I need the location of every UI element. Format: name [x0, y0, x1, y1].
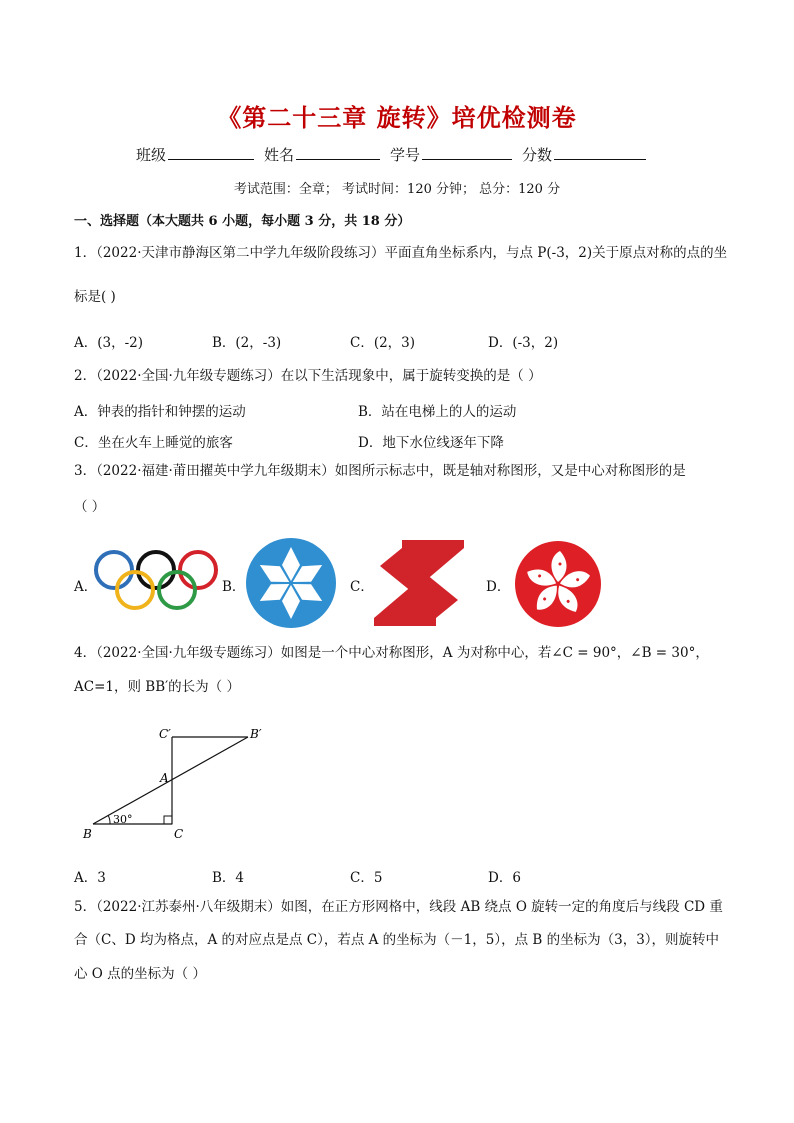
q4-option-d[interactable]: D．6: [488, 870, 521, 886]
q3-option-c-label[interactable]: C．: [350, 579, 374, 595]
q3-option-b-label[interactable]: B．: [222, 579, 246, 595]
q4-line2: AC=1，则 BB′的长为（ ）: [74, 679, 240, 695]
right-angle-mark: [164, 816, 172, 824]
name-label: 姓名: [264, 146, 295, 164]
point-label-bprime: B′: [250, 727, 262, 741]
q2-option-b[interactable]: B．站在电梯上的人的运动: [358, 404, 517, 420]
q2-options-row1: [74, 400, 516, 420]
q3-line1: 3．（2022·福建·莆田擢英中学九年级期末）如图所示标志中，既是轴对称图形，又是中心对称图形的是: [74, 463, 686, 479]
q3-option-a-label[interactable]: A．: [74, 579, 98, 595]
number-label: 学号: [390, 146, 421, 164]
angle-label: 30°: [113, 813, 133, 826]
q1-line2: 标是( ): [74, 289, 116, 305]
q4-options: [74, 866, 521, 886]
q4-option-a[interactable]: A．3: [74, 870, 106, 886]
q1-option-b[interactable]: B．(2，-3): [212, 335, 282, 351]
olympic-rings-icon[interactable]: [92, 548, 220, 614]
q1-line1: 1．（2022·天津市静海区第二中学九年级阶段练习）平面直角坐标系内，与点 P(-3，2)关于原点对称的点的坐: [74, 245, 728, 261]
point-label-b: B: [83, 827, 92, 841]
q2-option-c[interactable]: C．坐在火车上睡觉的旅客: [74, 435, 233, 451]
suzuki-logo-icon[interactable]: [372, 540, 466, 626]
q4-line1: 4．（2022·全国·九年级专题练习）如图是一个中心对称图形，A 为对称中心，若∠C = 90°，∠B = 30°，: [74, 645, 709, 661]
q5-line3: 心 O 点的坐标为（ ）: [74, 966, 206, 982]
q1-option-d[interactable]: D．(-3，2): [488, 335, 559, 351]
q1-options: [74, 331, 558, 351]
q1-option-c[interactable]: C．(2，3): [350, 335, 416, 351]
q2-option-d[interactable]: D．地下水位线逐年下降: [358, 435, 504, 451]
name-blank: [296, 145, 380, 160]
exam-meta: 考试范围：全章； 考试时间：120 分钟； 总分：120 分: [233, 182, 561, 197]
q5-line1: 5．（2022·江苏泰州·八年级期末）如图，在正方形网格中，线段 AB 绕点 O 旋转一定的角度后与线段 CD 重: [74, 899, 723, 915]
point-label-c: C: [174, 827, 184, 841]
score-label: 分数: [522, 146, 553, 164]
point-label-cprime: C′: [159, 727, 171, 741]
class-label: 班级: [136, 146, 167, 164]
angle-arc: [108, 815, 110, 824]
page-title: 《第二十三章 旋转》培优检测卷: [217, 103, 577, 132]
q3-option-d-label[interactable]: D．: [486, 579, 511, 595]
number-blank: [422, 145, 512, 160]
q2-line1: 2．（2022·全国·九年级专题练习）在以下生活现象中，属于旋转变换的是（ ）: [74, 368, 542, 384]
q2-options-row2: [74, 431, 504, 451]
q4-option-b[interactable]: B．4: [212, 870, 245, 886]
segment-b-bprime: [93, 737, 248, 824]
q4-option-c[interactable]: C．5: [350, 870, 383, 886]
q4-geometry-figure: [80, 722, 280, 847]
class-blank: [168, 145, 254, 160]
snowflake-logo-icon[interactable]: [242, 537, 340, 629]
section-heading: 一、选择题（本大题共 6 小题，每小题 3 分，共 18 分）: [74, 214, 411, 229]
q2-option-a[interactable]: A．钟表的指针和钟摆的运动: [74, 404, 246, 420]
point-label-a: A: [160, 771, 169, 785]
student-info-row: [136, 144, 656, 165]
q5-line2: 合（C、D 均为格点，A 的对应点是点 C），若点 A 的坐标为（－1，5），点 B 的坐标为（3，3），则旋转中: [74, 932, 720, 948]
q3-line2: （ ）: [74, 499, 106, 515]
bauhinia-flag-icon[interactable]: [512, 540, 604, 628]
score-blank: [554, 145, 646, 160]
q1-option-a[interactable]: A．(3，-2): [74, 335, 144, 351]
